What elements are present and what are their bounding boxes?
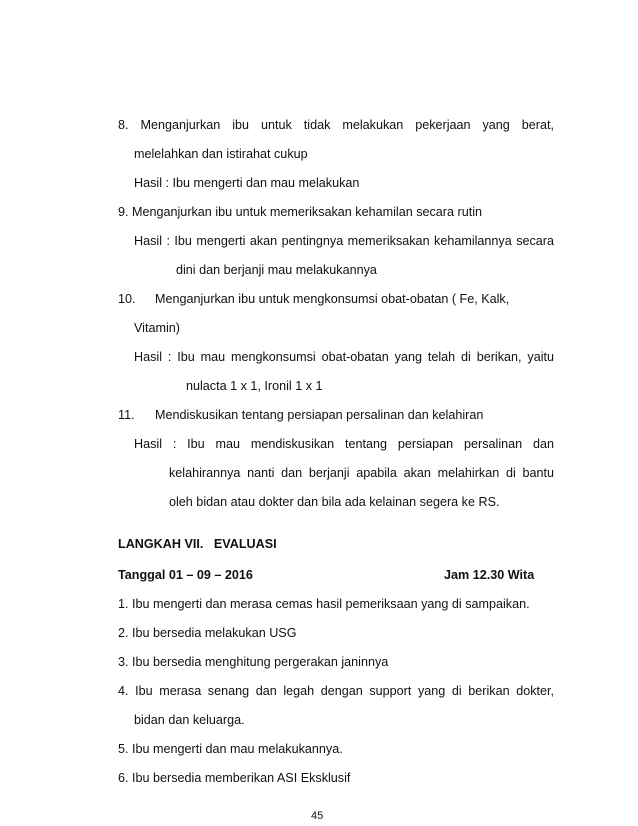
item-10-hasil-1: Hasil : Ibu mau mengkonsumsi obat-obatan yang telah di berikan, yaitu xyxy=(134,350,554,364)
item-8-line-2: melelahkan dan istirahat cukup xyxy=(134,147,308,161)
item-10-line-2: Vitamin) xyxy=(134,321,180,335)
evaluasi-item-4: 4. Ibu merasa senang dan legah dengan support yang di berikan dokter, xyxy=(118,684,554,698)
item-11-number: 11. xyxy=(118,408,135,422)
item-9-hasil-2: dini dan berjanji mau melakukannya xyxy=(176,263,377,277)
evaluasi-item-6: 6. Ibu bersedia memberikan ASI Eksklusif xyxy=(118,771,351,785)
item-8-line-1: 8. Menganjurkan ibu untuk tidak melakukan pekerjaan yang berat, xyxy=(118,118,554,132)
item-10-line-1: Menganjurkan ibu untuk mengkonsumsi obat-obatan ( Fe, Kalk, xyxy=(155,292,510,306)
page-number: 45 xyxy=(311,810,324,822)
item-8-hasil: Hasil : Ibu mengerti dan mau melakukan xyxy=(134,176,360,190)
section-heading: LANGKAH VII. EVALUASI xyxy=(118,537,277,551)
item-11-hasil-3: oleh bidan atau dokter dan bila ada kelainan segera ke RS. xyxy=(169,495,500,509)
evaluasi-item-3: 3. Ibu bersedia menghitung pergerakan janinnya xyxy=(118,655,389,669)
item-10-hasil-2: nulacta 1 x 1, Ironil 1 x 1 xyxy=(186,379,323,393)
evaluasi-item-1: 1. Ibu mengerti dan merasa cemas hasil pemeriksaan yang di sampaikan. xyxy=(118,597,530,611)
item-11-line-1: Mendiskusikan tentang persiapan persalinan dan kelahiran xyxy=(155,408,484,422)
item-9-line-1: 9. Menganjurkan ibu untuk memeriksakan kehamilan secara rutin xyxy=(118,205,483,219)
item-11-hasil-2: kelahirannya nanti dan berjanji apabila akan melahirkan di bantu xyxy=(169,466,554,480)
evaluasi-item-4-cont: bidan dan keluarga. xyxy=(134,713,245,727)
item-10-number: 10. xyxy=(118,292,136,306)
evaluation-date: Tanggal 01 – 09 – 2016 xyxy=(118,568,253,582)
evaluasi-item-2: 2. Ibu bersedia melakukan USG xyxy=(118,626,297,640)
evaluation-time: Jam 12.30 Wita xyxy=(444,568,535,582)
item-11-hasil-1: Hasil : Ibu mau mendiskusikan tentang persiapan persalinan dan xyxy=(134,437,554,451)
item-9-hasil-1: Hasil : Ibu mengerti akan pentingnya memeriksakan kehamilannya secara xyxy=(134,234,554,248)
evaluasi-item-5: 5. Ibu mengerti dan mau melakukannya. xyxy=(118,742,343,756)
